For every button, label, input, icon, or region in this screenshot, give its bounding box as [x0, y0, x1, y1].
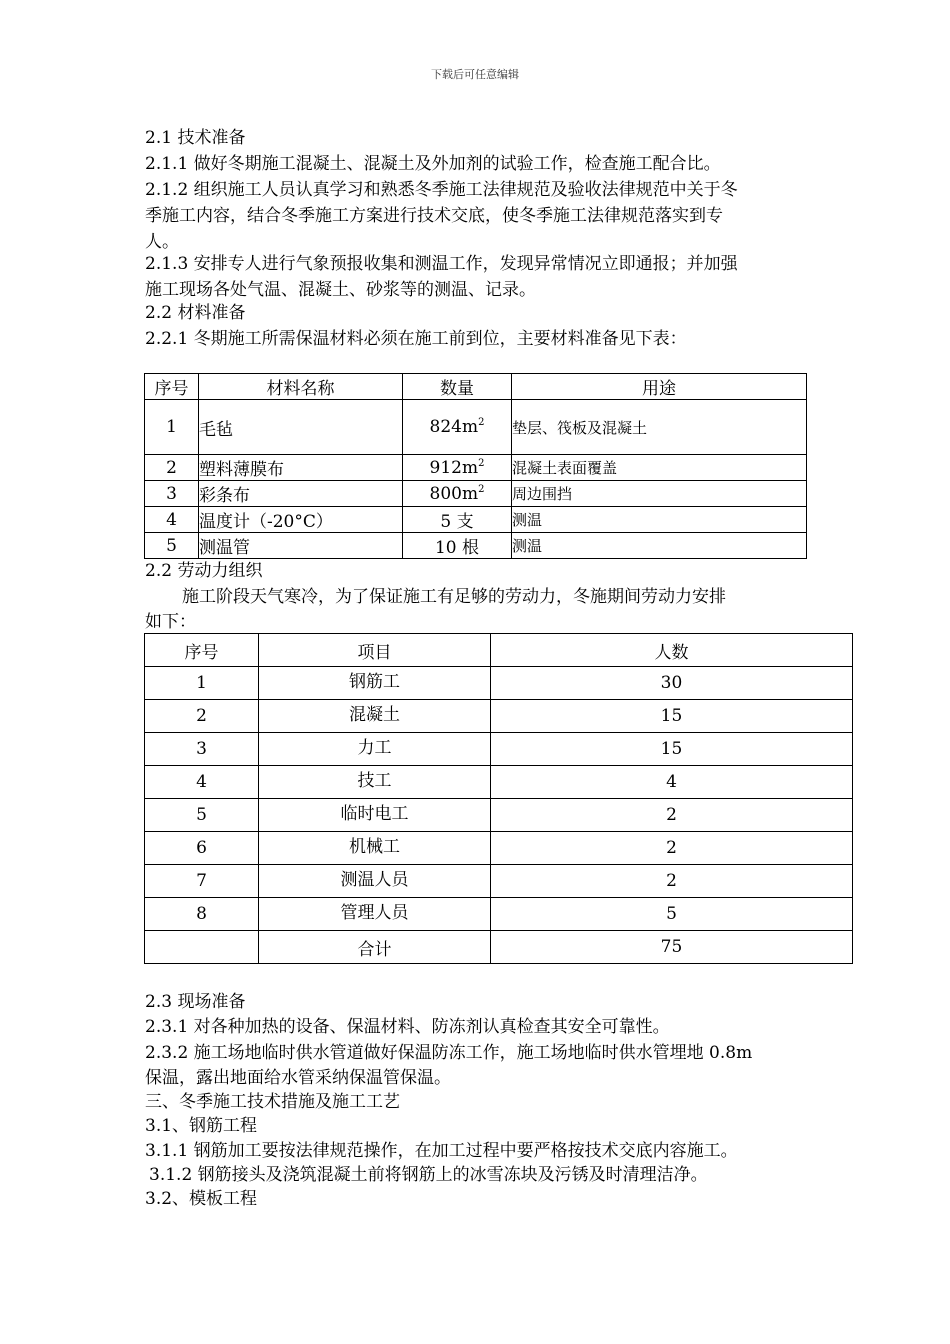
- table-row: [145, 481, 807, 507]
- qty-unit-sup: 2: [478, 457, 485, 469]
- labor-table: [144, 633, 853, 964]
- labor-count: 4: [491, 766, 853, 799]
- qty-unit-sup: 2: [478, 483, 485, 495]
- labor-count: 2: [491, 865, 853, 898]
- qty-value: 5 支: [440, 512, 474, 532]
- labor-item: 临时电工: [259, 799, 491, 832]
- materials-header-name: 材料名称: [199, 374, 403, 400]
- materials-header-use: 用途: [512, 374, 807, 400]
- material-use: 测温: [512, 507, 807, 533]
- labor-header-item: 项目: [259, 634, 491, 667]
- labor-header-no: 序号: [145, 634, 259, 667]
- qty-unit-sup: 2: [478, 417, 485, 428]
- labor-count: 30: [491, 667, 853, 700]
- material-name: 温度计（-20°C）: [199, 507, 403, 533]
- materials-header-qty: 数量: [403, 374, 512, 400]
- table-row: [145, 700, 853, 733]
- heading-2-1: 2.1 技术准备: [145, 128, 246, 148]
- labor-total-label: 合计: [259, 931, 491, 964]
- heading-2-3: 2.3 现场准备: [145, 992, 246, 1012]
- material-no: 1: [145, 400, 199, 455]
- material-no: 3: [145, 481, 199, 507]
- labor-no: 3: [145, 733, 259, 766]
- labor-count: 2: [491, 832, 853, 865]
- para-2-2-1: 2.2.1 冬期施工所需保温材料必须在施工前到位，主要材料准备见下表：: [145, 329, 687, 349]
- table-row: [145, 865, 853, 898]
- table-row: [145, 898, 853, 931]
- labor-no: 7: [145, 865, 259, 898]
- para-2-1-2-line1: 2.1.2 组织施工人员认真学习和熟悉冬季施工法律规范及验收法律规范中关于冬: [145, 180, 738, 200]
- labor-item: 管理人员: [259, 898, 491, 931]
- labor-no: 6: [145, 832, 259, 865]
- labor-intro-line1: 施工阶段天气寒冷，为了保证施工有足够的劳动力，冬施期间劳动力安排: [182, 587, 726, 607]
- qty-value: 800m: [429, 483, 479, 504]
- material-qty: [403, 400, 512, 455]
- material-no: 5: [145, 533, 199, 559]
- para-2-3-2-line2: 保温，露出地面给水管采纳保温管保温。: [145, 1068, 451, 1088]
- material-name: 彩条布: [199, 481, 403, 507]
- table-row: [145, 766, 853, 799]
- labor-no: 5: [145, 799, 259, 832]
- labor-no: 4: [145, 766, 259, 799]
- material-qty: [403, 533, 512, 559]
- labor-count: 15: [491, 733, 853, 766]
- labor-header-count: 人数: [491, 634, 853, 667]
- para-2-1-2-line3: 人。: [145, 232, 179, 252]
- table-row: [145, 832, 853, 865]
- material-no: 2: [145, 455, 199, 481]
- material-name: 测温管: [199, 533, 403, 559]
- table-row: [145, 400, 807, 455]
- heading-3-2: 3.2、模板工程: [145, 1189, 258, 1209]
- qty-value: 824m: [429, 417, 479, 437]
- labor-item: 混凝土: [259, 700, 491, 733]
- material-use: 混凝土表面覆盖: [512, 455, 807, 481]
- labor-item: 机械工: [259, 832, 491, 865]
- para-2-3-1: 2.3.1 对各种加热的设备、保温材料、防冻剂认真检查其安全可靠性。: [145, 1017, 670, 1037]
- labor-count: 5: [491, 898, 853, 931]
- para-2-3-2-line1: 2.3.2 施工场地临时供水管道做好保温防冻工作，施工场地临时供水管埋地 0.8m: [145, 1043, 753, 1063]
- qty-value: 10 根: [434, 538, 480, 558]
- para-3-1-2: 3.1.2 钢筋接头及浇筑混凝土前将钢筋上的冰雪冻块及污锈及时清理洁净。: [149, 1165, 708, 1185]
- labor-total-row: [145, 931, 853, 964]
- labor-header-row: [145, 634, 853, 667]
- table-row: [145, 667, 853, 700]
- heading-2-2-labor: 2.2 劳动力组织: [145, 561, 263, 581]
- labor-count: 15: [491, 700, 853, 733]
- labor-no: 1: [145, 667, 259, 700]
- material-name: 毛毡: [199, 400, 403, 455]
- labor-intro-line2: 如下：: [145, 612, 196, 632]
- labor-item: 测温人员: [259, 865, 491, 898]
- page-header: 下载后可任意编辑: [431, 68, 519, 81]
- qty-value: 912m: [429, 457, 479, 478]
- material-use: 垫层、筏板及混凝土: [512, 400, 807, 455]
- labor-item: 技工: [259, 766, 491, 799]
- para-2-1-1: 2.1.1 做好冬期施工混凝土、混凝土及外加剂的试验工作，检查施工配合比。: [145, 154, 721, 174]
- material-use: 测温: [512, 533, 807, 559]
- heading-3: 三、冬季施工技术措施及施工工艺: [145, 1092, 400, 1112]
- labor-item: 力工: [259, 733, 491, 766]
- table-row: [145, 533, 807, 559]
- heading-3-1: 3.1、钢筋工程: [145, 1116, 258, 1136]
- material-qty: [403, 481, 512, 507]
- table-row: [145, 455, 807, 481]
- table-row: [145, 799, 853, 832]
- heading-2-2: 2.2 材料准备: [145, 303, 246, 323]
- material-qty: [403, 455, 512, 481]
- labor-count: 2: [491, 799, 853, 832]
- para-2-1-3-line1: 2.1.3 安排专人进行气象预报收集和测温工作，发现异常情况立即通报；并加强: [145, 254, 738, 274]
- para-2-1-2-line2: 季施工内容，结合冬季施工方案进行技术交底，使冬季施工法律规范落实到专: [145, 206, 723, 226]
- para-2-1-3-line2: 施工现场各处气温、混凝土、砂浆等的测温、记录。: [145, 280, 536, 300]
- table-row: [145, 733, 853, 766]
- labor-total-count: 75: [491, 931, 853, 964]
- para-3-1-1: 3.1.1 钢筋加工要按法律规范操作，在加工过程中要严格按技术交底内容施工。: [145, 1141, 738, 1161]
- materials-table: [144, 373, 807, 559]
- material-name: 塑料薄膜布: [199, 455, 403, 481]
- material-no: 4: [145, 507, 199, 533]
- labor-item: 钢筋工: [259, 667, 491, 700]
- table-row: [145, 507, 807, 533]
- material-qty: [403, 507, 512, 533]
- materials-header-row: [145, 374, 807, 400]
- material-use: 周边围挡: [512, 481, 807, 507]
- labor-total-no: [145, 931, 259, 964]
- labor-no: 2: [145, 700, 259, 733]
- materials-header-no: 序号: [145, 374, 199, 400]
- labor-no: 8: [145, 898, 259, 931]
